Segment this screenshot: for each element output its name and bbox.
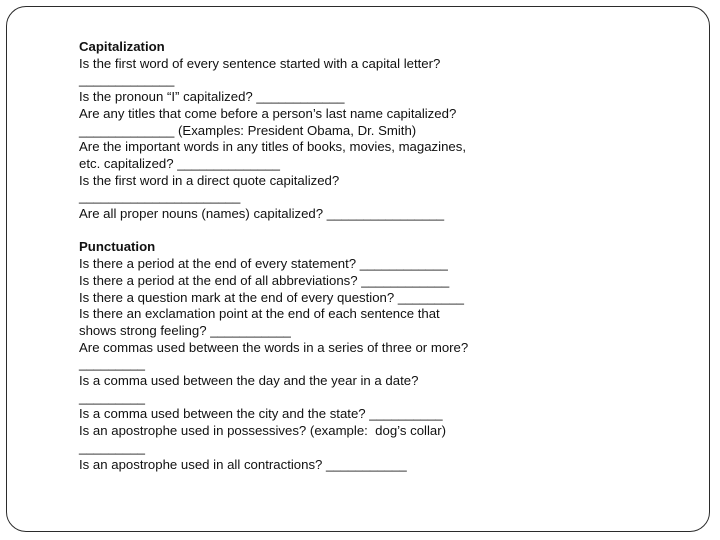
punctuation-line-10: Is a comma used between the city and the state? __________	[79, 406, 443, 422]
capitalization-line-1: Is the first word of every sentence started with a capital letter?	[79, 55, 441, 71]
punctuation-section	[79, 239, 519, 473]
capitalization-line-8: Is the first word in a direct quote capitalized?	[79, 172, 340, 188]
capitalization-line-5: _____________ (Examples: President Obama, Dr. Smith)	[79, 122, 417, 138]
punctuation-line-5: shows strong feeling? ___________	[79, 322, 291, 338]
punctuation-line-6: Are commas used between the words in a series of three or more?	[79, 339, 469, 355]
checklist-content	[79, 39, 519, 473]
punctuation-line-11: Is an apostrophe used in possessives? (example: dog’s collar)	[79, 423, 447, 439]
capitalization-line-3: Is the pronoun “I” capitalized? ____________	[79, 89, 345, 105]
capitalization-line-6: Are the important words in any titles of books, movies, magazines,	[79, 139, 467, 155]
capitalization-line-9: ______________________	[79, 189, 241, 205]
capitalization-line-4: Are any titles that come before a person’s last name capitalized?	[79, 105, 457, 121]
capitalization-section	[79, 39, 519, 223]
punctuation-line-8: Is a comma used between the day and the year in a date?	[79, 373, 419, 389]
punctuation-heading: Punctuation	[79, 239, 156, 255]
punctuation-line-13: Is an apostrophe used in all contractions? ___________	[79, 456, 407, 472]
punctuation-line-2: Is there a period at the end of all abbreviations? ____________	[79, 272, 450, 288]
capitalization-line-7: etc. capitalized? ______________	[79, 155, 280, 171]
punctuation-line-12: _________	[79, 439, 146, 455]
punctuation-line-9: _________	[79, 389, 146, 405]
capitalization-line-10: Are all proper nouns (names) capitalized? ________________	[79, 206, 445, 222]
punctuation-line-7: _________	[79, 356, 146, 372]
punctuation-line-4: Is there an exclamation point at the end of each sentence that	[79, 306, 440, 322]
capitalization-line-2: _____________	[79, 72, 175, 88]
punctuation-line-1: Is there a period at the end of every statement? ____________	[79, 256, 448, 272]
capitalization-heading: Capitalization	[79, 39, 165, 54]
punctuation-line-3: Is there a question mark at the end of every question? _________	[79, 289, 464, 305]
